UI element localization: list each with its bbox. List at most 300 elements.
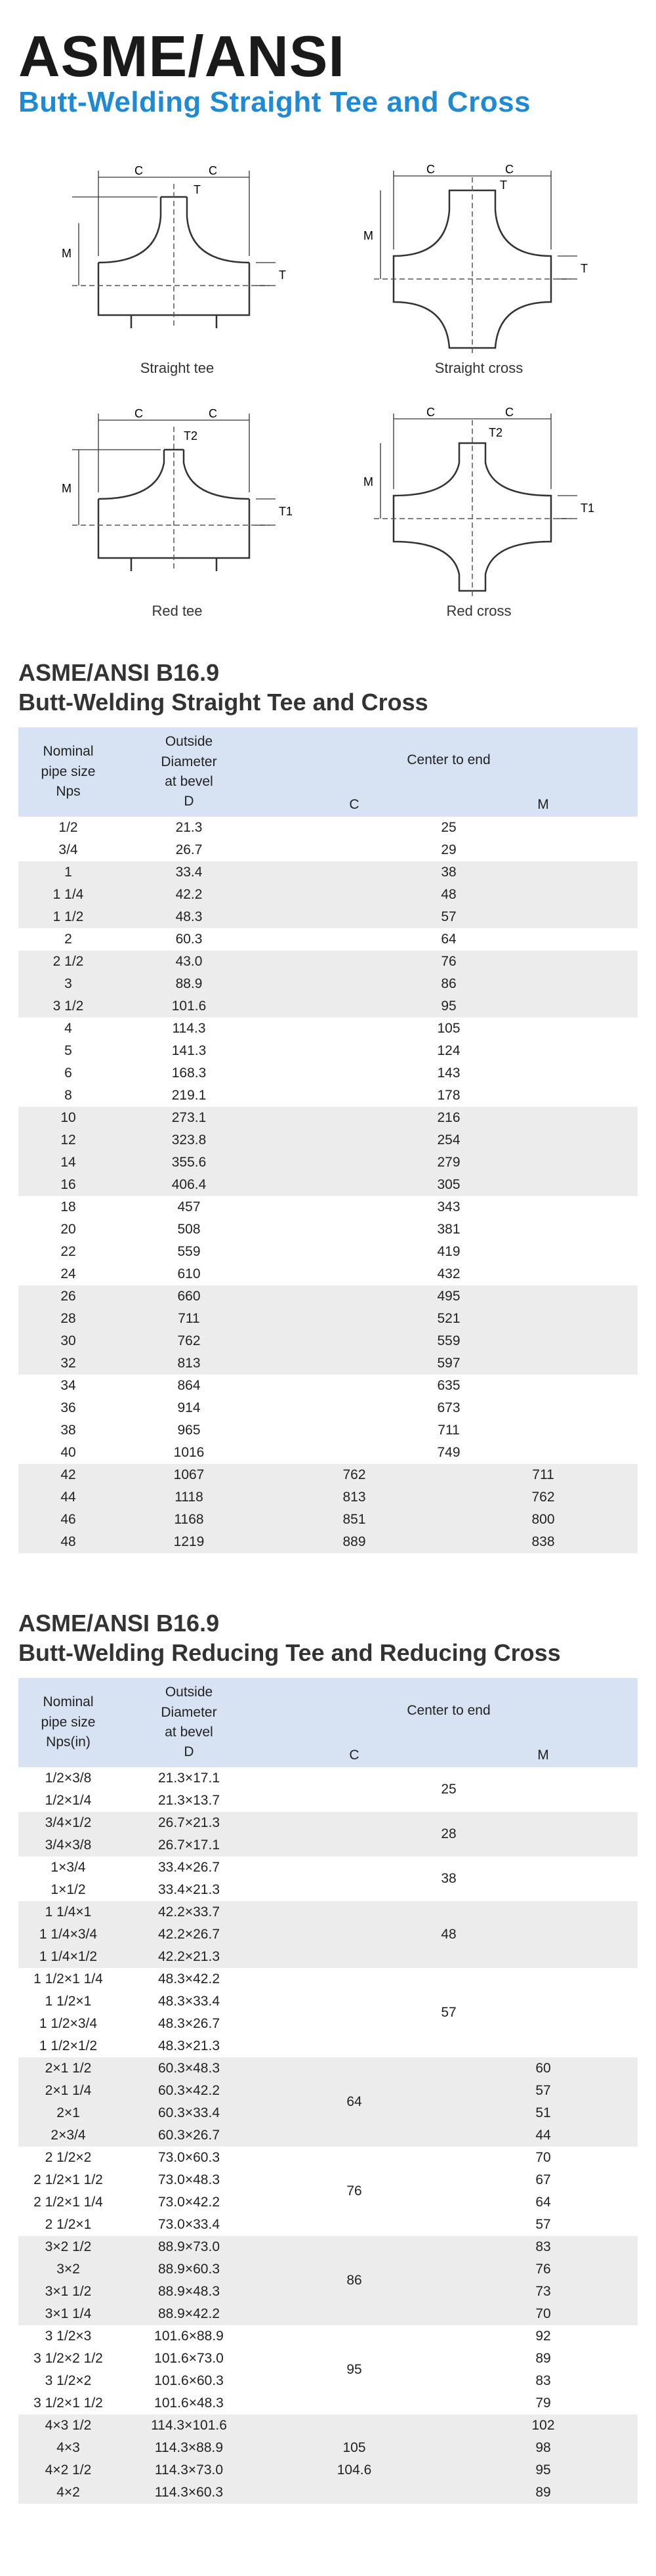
page-subtitle: Butt-Welding Straight Tee and Cross [18, 86, 531, 118]
cell-od: 43.0 [118, 951, 260, 973]
col-header-center-to-end: Center to end [260, 1678, 638, 1744]
cell-od: 1016 [118, 1442, 260, 1464]
col-header-nps: Nominal pipe size Nps [18, 727, 118, 817]
label-t1: T1 [581, 502, 595, 515]
table-row [18, 2236, 638, 2258]
cell-nps: 18 [18, 1196, 118, 1218]
cell-od: 48.3×42.2 [118, 1968, 260, 1990]
diagram-area [0, 144, 656, 630]
table-row [18, 1442, 638, 1464]
cell-m: 838 [449, 1531, 638, 1553]
label-c-2: C [209, 407, 217, 420]
label-t-side: T [581, 262, 588, 275]
cell-center-to-end: 57 [260, 1968, 638, 2057]
straight-tee-table [18, 727, 638, 1553]
cell-od: 42.2×33.7 [118, 1901, 260, 1923]
cell-nps: 5 [18, 1040, 118, 1062]
cell-center-to-end: 597 [260, 1352, 638, 1375]
cell-nps: 30 [18, 1330, 118, 1352]
table-row [18, 1285, 638, 1308]
cell-nps: 3 1/2 [18, 995, 118, 1018]
cell-od: 101.6×48.3 [118, 2392, 260, 2415]
caption-red-cross: Red cross [446, 603, 512, 619]
straight-cross-drawing [354, 158, 604, 354]
cell-od: 610 [118, 1263, 260, 1285]
cell-od: 21.3 [118, 817, 260, 839]
cell-center-to-end: 25 [260, 817, 638, 839]
cell-nps: 6 [18, 1062, 118, 1084]
cell-od: 42.2×26.7 [118, 1923, 260, 1946]
table-row [18, 1464, 638, 1486]
table-row [18, 928, 638, 951]
table-row [18, 1062, 638, 1084]
cell-od: 864 [118, 1375, 260, 1397]
cell-nps: 44 [18, 1486, 118, 1509]
cell-center-to-end: 38 [260, 861, 638, 884]
cell-od: 21.3×17.1 [118, 1767, 260, 1790]
cell-center-to-end: 559 [260, 1330, 638, 1352]
cell-center-to-end: 76 [260, 951, 638, 973]
cell-m: 95 [449, 2459, 638, 2481]
cell-od: 762 [118, 1330, 260, 1352]
cell-nps: 1/2×1/4 [18, 1790, 118, 1812]
cell-nps: 38 [18, 1419, 118, 1442]
table-row [18, 951, 638, 973]
cell-od: 1118 [118, 1486, 260, 1509]
cell-nps: 1 [18, 861, 118, 884]
cell-c: 762 [260, 1464, 449, 1486]
cell-c: 86 [260, 2236, 449, 2325]
cell-c [260, 2415, 449, 2437]
table-row [18, 1419, 638, 1442]
cell-nps: 1×1/2 [18, 1879, 118, 1901]
cell-center-to-end: 419 [260, 1241, 638, 1263]
table-row [18, 839, 638, 861]
label-m: M [363, 475, 373, 488]
cell-center-to-end: 124 [260, 1040, 638, 1062]
cell-center-to-end: 711 [260, 1419, 638, 1442]
cell-nps: 3 1/2×1 1/2 [18, 2392, 118, 2415]
table-row [18, 1040, 638, 1062]
cell-nps: 3/4 [18, 839, 118, 861]
cell-od: 42.2×21.3 [118, 1946, 260, 1968]
cell-center-to-end: 279 [260, 1151, 638, 1174]
cell-od: 33.4×26.7 [118, 1857, 260, 1879]
cell-nps: 20 [18, 1218, 118, 1241]
cell-od: 88.9×60.3 [118, 2258, 260, 2281]
cell-center-to-end: 57 [260, 906, 638, 928]
cell-center-to-end: 143 [260, 1062, 638, 1084]
cell-od: 114.3×73.0 [118, 2459, 260, 2481]
cell-od: 60.3×26.7 [118, 2124, 260, 2147]
cell-nps: 1 1/2×1/2 [18, 2035, 118, 2057]
caption-straight-cross: Straight cross [434, 360, 523, 376]
cell-nps: 1/2×3/8 [18, 1767, 118, 1790]
table-row [18, 817, 638, 839]
cell-od: 965 [118, 1419, 260, 1442]
cell-c: 104.6 [260, 2459, 449, 2481]
table-row [18, 1767, 638, 1790]
cell-od: 88.9×73.0 [118, 2236, 260, 2258]
cell-od: 114.3×60.3 [118, 2481, 260, 2504]
cell-m: 44 [449, 2124, 638, 2147]
cell-od: 48.3 [118, 906, 260, 928]
cell-center-to-end: 216 [260, 1107, 638, 1129]
cell-od: 1219 [118, 1531, 260, 1553]
col-header-c: C [260, 793, 449, 817]
cell-nps: 16 [18, 1174, 118, 1196]
cell-nps: 34 [18, 1375, 118, 1397]
cell-nps: 1 1/2×3/4 [18, 2013, 118, 2035]
table-row [18, 2437, 638, 2459]
cell-m: 60 [449, 2057, 638, 2080]
cell-nps: 40 [18, 1442, 118, 1464]
table-row [18, 1352, 638, 1375]
cell-od: 323.8 [118, 1129, 260, 1151]
table-row [18, 2325, 638, 2348]
table-row [18, 861, 638, 884]
red-tee-diagram [52, 400, 302, 624]
cell-nps: 3×1 1/4 [18, 2303, 118, 2325]
cell-nps: 24 [18, 1263, 118, 1285]
table-row [18, 2057, 638, 2080]
cell-m: 711 [449, 1464, 638, 1486]
cell-od: 48.3×21.3 [118, 2035, 260, 2057]
cell-nps: 4×3 1/2 [18, 2415, 118, 2437]
table-row [18, 1308, 638, 1330]
cell-od: 88.9×48.3 [118, 2281, 260, 2303]
cell-center-to-end: 495 [260, 1285, 638, 1308]
label-c-1: C [134, 407, 143, 420]
label-t1: T1 [279, 505, 293, 518]
cell-nps: 3×2 1/2 [18, 2236, 118, 2258]
table-row [18, 1263, 638, 1285]
cell-od: 914 [118, 1397, 260, 1419]
table-row [18, 1397, 638, 1419]
label-t-side: T [279, 268, 286, 282]
table-row [18, 1330, 638, 1352]
cell-od: 711 [118, 1308, 260, 1330]
cell-od: 21.3×13.7 [118, 1790, 260, 1812]
label-t-top: T [194, 183, 201, 196]
cell-od: 88.9 [118, 973, 260, 995]
cell-od: 26.7×17.1 [118, 1834, 260, 1857]
cell-m: 102 [449, 2415, 638, 2437]
cell-od: 101.6×60.3 [118, 2370, 260, 2392]
cell-od: 73.0×33.4 [118, 2214, 260, 2236]
cell-od: 48.3×33.4 [118, 1990, 260, 2013]
cell-nps: 12 [18, 1129, 118, 1151]
cell-m: 76 [449, 2258, 638, 2281]
cell-m: 51 [449, 2102, 638, 2124]
cell-nps: 3 1/2×2 1/2 [18, 2348, 118, 2370]
cell-od: 88.9×42.2 [118, 2303, 260, 2325]
red-cross-diagram [354, 400, 604, 624]
label-c-1: C [426, 406, 435, 419]
table-row [18, 1107, 638, 1129]
cell-nps: 4×2 1/2 [18, 2459, 118, 2481]
cell-c [260, 2481, 449, 2504]
cell-center-to-end: 105 [260, 1018, 638, 1040]
cell-od: 60.3×42.2 [118, 2080, 260, 2102]
cell-nps: 22 [18, 1241, 118, 1263]
cell-center-to-end: 38 [260, 1857, 638, 1901]
section2-title [18, 1608, 561, 1667]
cell-od: 168.3 [118, 1062, 260, 1084]
table-row [18, 1241, 638, 1263]
cell-m: 57 [449, 2214, 638, 2236]
table-row [18, 1968, 638, 1990]
cell-c: 105 [260, 2437, 449, 2459]
cell-od: 33.4 [118, 861, 260, 884]
straight-tee-diagram [52, 158, 302, 381]
cell-nps: 36 [18, 1397, 118, 1419]
cell-nps: 1 1/2 [18, 906, 118, 928]
label-c-2: C [209, 164, 217, 177]
col-header-od: Outside Diameter at bevel D [118, 1678, 260, 1767]
cell-od: 141.3 [118, 1040, 260, 1062]
cell-nps: 14 [18, 1151, 118, 1174]
cell-center-to-end: 64 [260, 928, 638, 951]
cell-m: 79 [449, 2392, 638, 2415]
cell-m: 762 [449, 1486, 638, 1509]
cell-m: 89 [449, 2481, 638, 2504]
cell-m: 800 [449, 1509, 638, 1531]
cell-od: 508 [118, 1218, 260, 1241]
table-row [18, 2415, 638, 2437]
cell-center-to-end: 521 [260, 1308, 638, 1330]
cell-od: 114.3×101.6 [118, 2415, 260, 2437]
cell-nps: 2 1/2×1 [18, 2214, 118, 2236]
cell-nps: 3 1/2×2 [18, 2370, 118, 2392]
col-header-m: M [449, 793, 638, 817]
cell-center-to-end: 48 [260, 1901, 638, 1968]
cell-center-to-end: 254 [260, 1129, 638, 1151]
cell-center-to-end: 86 [260, 973, 638, 995]
cell-nps: 1 1/4×3/4 [18, 1923, 118, 1946]
label-t-top: T [500, 179, 507, 192]
cell-nps: 3/4×3/8 [18, 1834, 118, 1857]
cell-nps: 4×3 [18, 2437, 118, 2459]
col-header-nps: Nominal pipe size Nps(in) [18, 1678, 118, 1767]
cell-m: 70 [449, 2147, 638, 2169]
cell-m: 64 [449, 2191, 638, 2214]
cell-od: 60.3 [118, 928, 260, 951]
cell-nps: 28 [18, 1308, 118, 1330]
table-row [18, 884, 638, 906]
cell-nps: 1×3/4 [18, 1857, 118, 1879]
table-row [18, 2459, 638, 2481]
cell-nps: 42 [18, 1464, 118, 1486]
table-row [18, 1531, 638, 1553]
label-t2: T2 [184, 429, 198, 442]
label-c-2: C [505, 406, 514, 419]
cell-od: 355.6 [118, 1151, 260, 1174]
cell-nps: 3×2 [18, 2258, 118, 2281]
col-header-c: C [260, 1744, 449, 1767]
cell-center-to-end: 178 [260, 1084, 638, 1107]
cell-nps: 32 [18, 1352, 118, 1375]
cell-nps: 3/4×1/2 [18, 1812, 118, 1834]
caption-red-tee: Red tee [152, 603, 203, 619]
section1-title-line1: ASME/ANSI B16.9 [18, 659, 220, 686]
table-row [18, 1901, 638, 1923]
label-m: M [62, 247, 72, 260]
cell-od: 60.3×48.3 [118, 2057, 260, 2080]
cell-m: 92 [449, 2325, 638, 2348]
cell-od: 48.3×26.7 [118, 2013, 260, 2035]
table-row [18, 1018, 638, 1040]
cell-nps: 2 [18, 928, 118, 951]
table-row [18, 2147, 638, 2169]
cell-od: 114.3 [118, 1018, 260, 1040]
cell-c: 851 [260, 1509, 449, 1531]
col-header-m: M [449, 1744, 638, 1767]
cell-c: 95 [260, 2325, 449, 2415]
cell-od: 101.6×88.9 [118, 2325, 260, 2348]
table-row [18, 995, 638, 1018]
cell-c: 889 [260, 1531, 449, 1553]
cell-center-to-end: 95 [260, 995, 638, 1018]
table-row [18, 973, 638, 995]
cell-nps: 2 1/2×2 [18, 2147, 118, 2169]
cell-nps: 1/2 [18, 817, 118, 839]
cell-center-to-end: 749 [260, 1442, 638, 1464]
cell-od: 60.3×33.4 [118, 2102, 260, 2124]
table-row [18, 1084, 638, 1107]
cell-od: 26.7 [118, 839, 260, 861]
cell-od: 101.6×73.0 [118, 2348, 260, 2370]
cell-center-to-end: 673 [260, 1397, 638, 1419]
table-row [18, 1509, 638, 1531]
cell-m: 83 [449, 2370, 638, 2392]
cell-m: 57 [449, 2080, 638, 2102]
table-row [18, 906, 638, 928]
section2-title-line2: Butt-Welding Reducing Tee and Reducing Cross [18, 1639, 561, 1666]
label-m: M [62, 482, 72, 495]
cell-nps: 2×1 [18, 2102, 118, 2124]
cell-od: 813 [118, 1352, 260, 1375]
cell-od: 1168 [118, 1509, 260, 1531]
red-cross-drawing [354, 400, 604, 597]
cell-nps: 1 1/4×1/2 [18, 1946, 118, 1968]
col-header-center-to-end: Center to end [260, 727, 638, 793]
cell-center-to-end: 343 [260, 1196, 638, 1218]
cell-m: 98 [449, 2437, 638, 2459]
straight-tee-drawing [52, 158, 302, 354]
cell-c: 76 [260, 2147, 449, 2236]
table-row [18, 1196, 638, 1218]
cell-nps: 2 1/2×1 1/2 [18, 2169, 118, 2191]
cell-od: 33.4×21.3 [118, 1879, 260, 1901]
red-tee-drawing [52, 400, 302, 597]
cell-nps: 2 1/2 [18, 951, 118, 973]
cell-nps: 26 [18, 1285, 118, 1308]
cell-nps: 2×1 1/4 [18, 2080, 118, 2102]
cell-od: 559 [118, 1241, 260, 1263]
cell-center-to-end: 381 [260, 1218, 638, 1241]
cell-nps: 1 1/2×1 [18, 1990, 118, 2013]
cell-nps: 48 [18, 1531, 118, 1553]
section1-title [18, 658, 428, 717]
cell-od: 114.3×88.9 [118, 2437, 260, 2459]
cell-nps: 2×1 1/2 [18, 2057, 118, 2080]
cell-nps: 8 [18, 1084, 118, 1107]
label-t2: T2 [489, 426, 503, 439]
cell-od: 101.6 [118, 995, 260, 1018]
table-row [18, 1375, 638, 1397]
cell-center-to-end: 29 [260, 839, 638, 861]
cell-m: 83 [449, 2236, 638, 2258]
cell-od: 73.0×60.3 [118, 2147, 260, 2169]
cell-od: 73.0×42.2 [118, 2191, 260, 2214]
page-title: ASME/ANSI [18, 24, 345, 89]
cell-nps: 3×1 1/2 [18, 2281, 118, 2303]
label-m: M [363, 229, 373, 242]
cell-nps: 46 [18, 1509, 118, 1531]
caption-straight-tee: Straight tee [140, 360, 215, 376]
cell-nps: 4 [18, 1018, 118, 1040]
cell-center-to-end: 48 [260, 884, 638, 906]
cell-nps: 3 1/2×3 [18, 2325, 118, 2348]
cell-nps: 1 1/4×1 [18, 1901, 118, 1923]
label-c-1: C [426, 163, 435, 176]
cell-nps: 3 [18, 973, 118, 995]
label-c-1: C [134, 164, 143, 177]
table-row [18, 1151, 638, 1174]
cell-nps: 2 1/2×1 1/4 [18, 2191, 118, 2214]
straight-cross-diagram [354, 158, 604, 381]
cell-nps: 2×3/4 [18, 2124, 118, 2147]
table-row [18, 1486, 638, 1509]
cell-c: 64 [260, 2057, 449, 2147]
table-row [18, 1218, 638, 1241]
cell-od: 406.4 [118, 1174, 260, 1196]
cell-od: 660 [118, 1285, 260, 1308]
cell-nps: 1 1/2×1 1/4 [18, 1968, 118, 1990]
cell-od: 26.7×21.3 [118, 1812, 260, 1834]
cell-center-to-end: 432 [260, 1263, 638, 1285]
cell-nps: 1 1/4 [18, 884, 118, 906]
cell-od: 219.1 [118, 1084, 260, 1107]
cell-center-to-end: 635 [260, 1375, 638, 1397]
cell-od: 1067 [118, 1464, 260, 1486]
table-row [18, 1174, 638, 1196]
cell-center-to-end: 305 [260, 1174, 638, 1196]
cell-nps: 10 [18, 1107, 118, 1129]
cell-center-to-end: 28 [260, 1812, 638, 1857]
table-row [18, 1129, 638, 1151]
cell-m: 73 [449, 2281, 638, 2303]
cell-od: 273.1 [118, 1107, 260, 1129]
cell-center-to-end: 25 [260, 1767, 638, 1812]
label-c-2: C [505, 163, 514, 176]
cell-m: 70 [449, 2303, 638, 2325]
section2-title-line1: ASME/ANSI B16.9 [18, 1610, 220, 1637]
cell-c: 813 [260, 1486, 449, 1509]
col-header-od: Outside Diameter at bevel D [118, 727, 260, 817]
table-row [18, 2481, 638, 2504]
table-row [18, 1812, 638, 1834]
cell-od: 73.0×48.3 [118, 2169, 260, 2191]
cell-m: 67 [449, 2169, 638, 2191]
cell-od: 42.2 [118, 884, 260, 906]
section1-title-line2: Butt-Welding Straight Tee and Cross [18, 689, 428, 716]
cell-od: 457 [118, 1196, 260, 1218]
cell-nps: 4×2 [18, 2481, 118, 2504]
table-row [18, 1857, 638, 1879]
cell-m: 89 [449, 2348, 638, 2370]
